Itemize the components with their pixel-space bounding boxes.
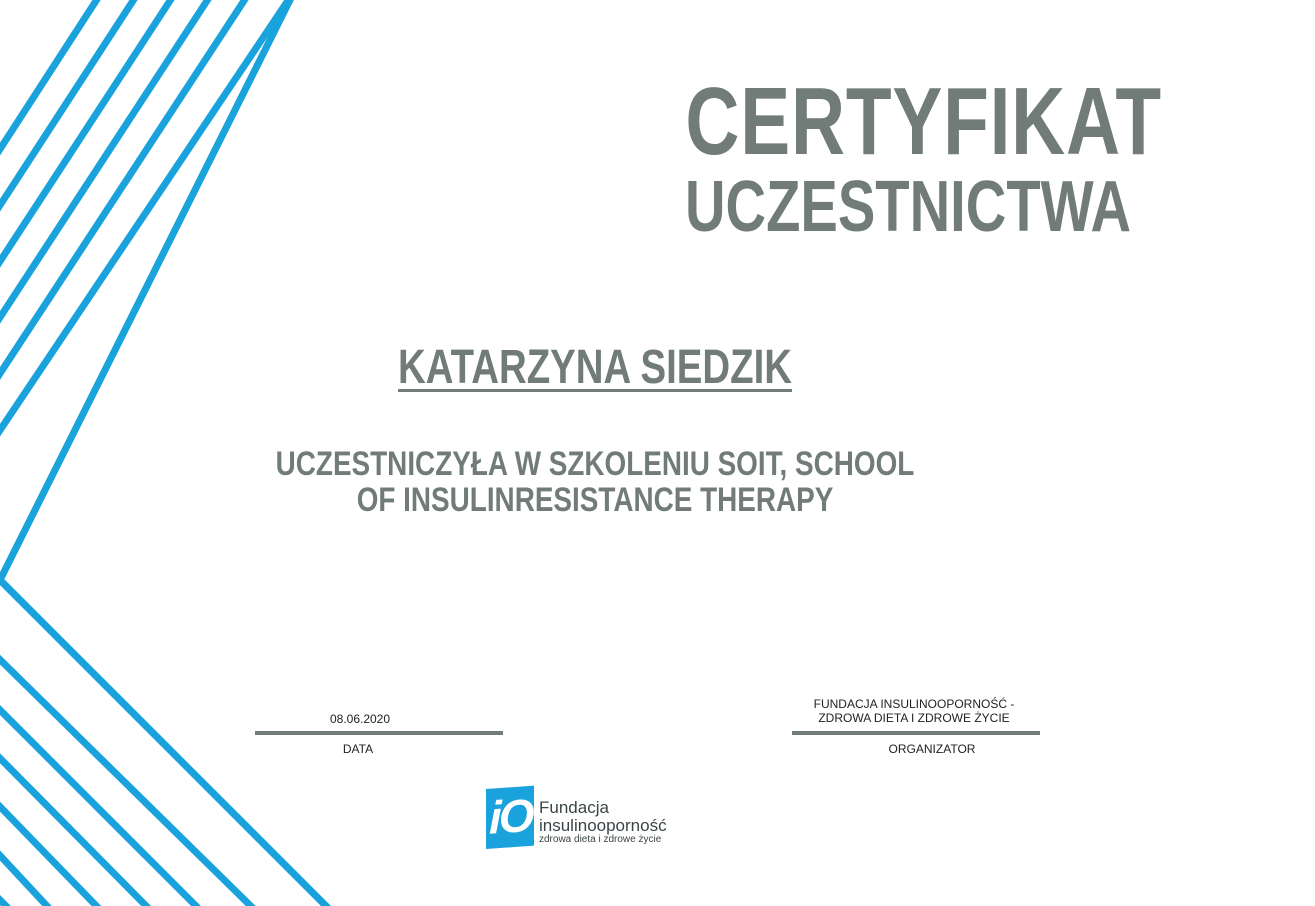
foundation-logo — [486, 789, 686, 851]
participant-name-block — [359, 340, 831, 396]
logo-text-line3: zdrowa dieta i zdrowe życie — [539, 834, 662, 845]
organizer-signature-line — [792, 731, 1040, 735]
organizer-label: ORGANIZATOR — [888, 742, 976, 756]
logo-mark-box — [486, 786, 534, 849]
participant-name: KATARZYNA SIEDZIK — [398, 341, 792, 394]
logo-text-line1: Fundacja — [539, 798, 609, 817]
logo-text-line2: insulinooporność — [539, 816, 667, 835]
organizer-value: FUNDACJA INSULINOOPORNOŚĆ - ZDROWA DIETA I ZDROWE ŻYCIE — [813, 697, 1015, 725]
date-value: 08.06.2020 — [329, 712, 391, 726]
certificate-subtitle: UCZESTNICTWA — [684, 167, 1132, 247]
certificate-title: CERTYFIKAT — [685, 68, 1162, 175]
certificate-description: UCZESTNICZYŁA W SZKOLENIU SOIT, SCHOOL OF INSULINRESISTANCE THERAPY — [275, 445, 915, 519]
logo-mark: iO — [489, 788, 532, 844]
date-label: DATA — [342, 742, 374, 756]
date-signature-line — [255, 731, 503, 735]
